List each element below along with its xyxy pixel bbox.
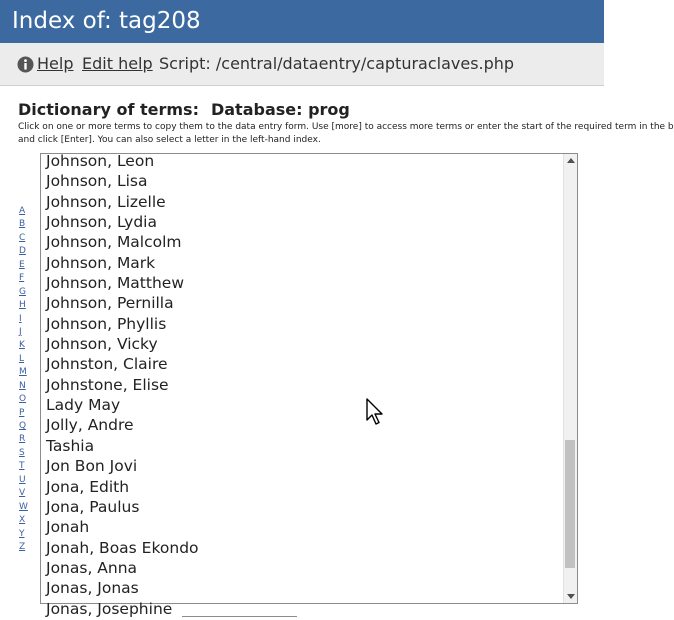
term-option[interactable]: Jonah	[46, 518, 90, 537]
letter-link-z[interactable]: Z	[19, 541, 26, 552]
term-option[interactable]: Johnson, Malcolm	[46, 233, 182, 252]
letter-link-d[interactable]: D	[19, 246, 26, 257]
dictionary-title: Dictionary of terms:	[18, 100, 199, 119]
terms-list	[46, 151, 563, 619]
term-option[interactable]: Johnson, Lizelle	[46, 192, 166, 211]
term-option[interactable]: Johnson, Phyllis	[46, 314, 167, 333]
term-option[interactable]: Lady May	[46, 396, 121, 415]
term-option[interactable]: Jona, Edith	[46, 477, 130, 496]
term-option[interactable]: Tashia	[46, 436, 95, 455]
term-option[interactable]: Johnson, Vicky	[46, 335, 158, 354]
app-header	[0, 0, 604, 43]
letter-link-f[interactable]: F	[19, 273, 25, 284]
listbox-scrollbar[interactable]	[563, 154, 577, 603]
letter-link-g[interactable]: G	[19, 286, 26, 297]
term-option[interactable]: Jon Bon Jovi	[46, 457, 138, 476]
letter-link-s[interactable]: S	[19, 447, 25, 458]
term-option[interactable]: Jona, Paulus	[46, 497, 140, 516]
scrollbar-thumb[interactable]	[565, 440, 575, 568]
script-path: Script: /central/dataentry/capturaclaves.php	[159, 54, 515, 73]
letter-index	[19, 205, 31, 554]
term-option[interactable]: Jonas, Jonas	[46, 579, 139, 598]
letter-link-p[interactable]: P	[19, 407, 25, 418]
term-option[interactable]: Johnson, Matthew	[46, 274, 185, 293]
instructions-line-2: and click [Enter]. You can also select a letter in the left-hand index.	[18, 135, 321, 145]
letter-link-y[interactable]: Y	[19, 528, 25, 539]
term-option[interactable]: Johnson, Leon	[46, 152, 155, 170]
more-button-edge	[182, 616, 297, 620]
letter-link-a[interactable]: A	[19, 206, 26, 216]
toolbar	[0, 43, 604, 86]
instructions-line-1: Click on one or more terms to copy them to the data entry form. Use [more] to access more terms or enter the start of the required term in the b	[18, 122, 674, 132]
letter-link-m[interactable]: M	[19, 367, 27, 378]
term-option[interactable]: Johnstone, Elise	[46, 375, 169, 394]
letter-link-l[interactable]: L	[19, 353, 25, 364]
letter-link-n[interactable]: N	[19, 380, 26, 391]
page-title: Index of: tag208	[12, 8, 201, 34]
term-option[interactable]: Johnson, Lisa	[46, 172, 148, 191]
letter-link-t[interactable]: T	[19, 461, 25, 472]
letter-link-v[interactable]: V	[19, 488, 26, 499]
letter-link-j[interactable]: J	[19, 326, 22, 337]
info-circle-icon[interactable]	[17, 56, 34, 73]
letter-link-k[interactable]: K	[19, 340, 25, 351]
term-option[interactable]: Johnston, Claire	[46, 355, 168, 374]
letter-link-h[interactable]: H	[19, 300, 26, 311]
instructions	[18, 121, 674, 147]
database-name: Database: prog	[210, 100, 350, 119]
letter-link-q[interactable]: Q	[19, 421, 27, 431]
help-link[interactable]: Help	[37, 54, 74, 73]
edit-help-link[interactable]: Edit help	[82, 54, 153, 73]
letter-link-i[interactable]: I	[19, 313, 22, 324]
letter-link-x[interactable]: X	[19, 515, 26, 526]
scroll-up-arrow-icon[interactable]	[567, 158, 575, 163]
letter-link-o[interactable]: O	[19, 394, 27, 405]
letter-link-e[interactable]: E	[19, 259, 25, 270]
letter-link-w[interactable]: W	[19, 501, 28, 512]
dictionary-heading	[18, 100, 362, 120]
mouse-pointer-icon	[366, 398, 384, 426]
letter-link-u[interactable]: U	[19, 474, 26, 485]
terms-listbox[interactable]	[40, 152, 578, 618]
scroll-down-arrow-icon[interactable]	[567, 594, 575, 599]
letter-link-r[interactable]: R	[19, 434, 26, 445]
term-option[interactable]: Johnson, Mark	[46, 253, 156, 272]
letter-link-c[interactable]: C	[19, 232, 26, 243]
term-option[interactable]: Johnson, Lydia	[46, 213, 157, 232]
term-option[interactable]: Jonas, Anna	[46, 558, 138, 577]
term-option[interactable]: Johnson, Pernilla	[46, 294, 174, 313]
term-option[interactable]: Jolly, Andre	[46, 416, 134, 435]
term-option[interactable]: Jonah, Boas Ekondo	[46, 538, 199, 557]
letter-link-b[interactable]: B	[19, 219, 26, 230]
term-option[interactable]: Jonas, Josephine	[46, 599, 173, 618]
